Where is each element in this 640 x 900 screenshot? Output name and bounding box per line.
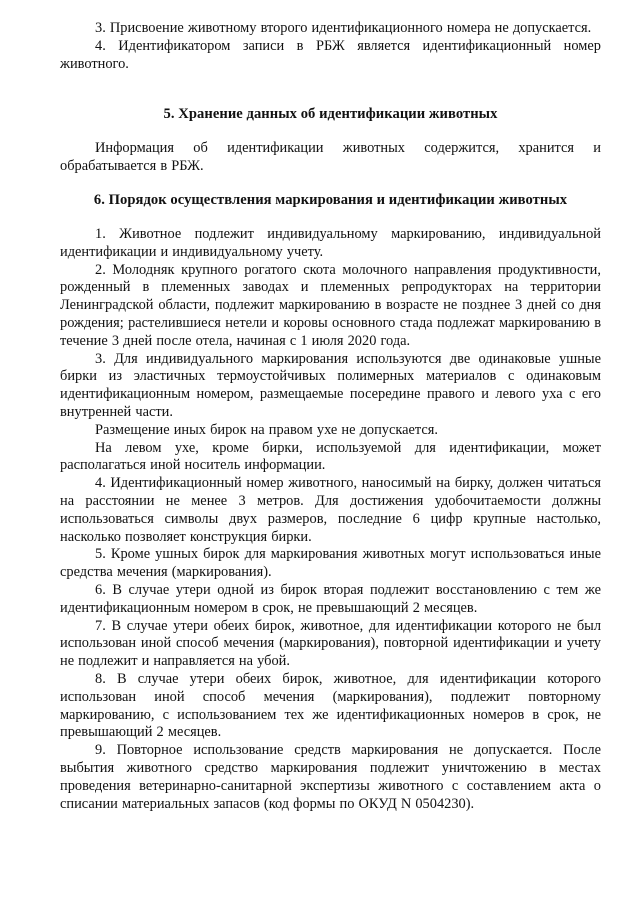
top-paragraphs [60,20,601,73]
paragraph-top-4: 4. Идентификатором записи в РБЖ является идентификационный номер животного. [60,37,601,72]
section-6-paragraph-3-note-left-ear: На левом ухе, кроме бирки, используемой для идентификации, может располагаться иной носитель информации. [60,439,601,474]
section-6-paragraph-4: 4. Идентификационный номер животного, наносимый на бирку, должен читаться на расстоянии не менее 3 метров. Для достижения удобочитаемости должны использоваться символы двух размеров, последние 6 цифр крупные настолько, насколько позволяет конструкция бирки. [60,475,601,545]
section-6-body [60,226,601,813]
section-6-paragraph-5: 5. Кроме ушных бирок для маркирования животных могут использоваться иные средства мечения (маркирования). [60,546,601,581]
section-6-paragraph-9: 9. Повторное использование средств маркирования не допускается. После выбытия животного средство маркирования подлежит уничтожению в местах проведения ветеринарно-санитарной экспертизы животного с составлением акта о списании материальных запасов (код формы по ОКУД N 0504230). [60,742,601,812]
section-5 [60,105,601,123]
paragraph-top-3: 3. Присвоение животному второго идентификационного номера не допускается. [95,20,592,36]
section-6-paragraph-3-note-right-ear: Размещение иных бирок на правом ухе не допускается. [95,421,439,438]
section-6-heading: 6. Порядок осуществления маркирования и идентификации животных [93,192,568,208]
section-6-paragraph-1: 1. Животное подлежит индивидуальному маркированию, индивидуальной идентификации и индивидуальному учету. [60,226,601,260]
section-5-paragraph: Информация об идентификации животных содержится, хранится и обрабатывается в РБЖ. [60,140,601,174]
section-5-heading: 5. Хранение данных об идентификации животных [163,106,498,122]
section-5-body [60,140,601,176]
section-6 [60,191,601,209]
section-6-paragraph-8: 8. В случае утери обеих бирок, животное, для идентификации которого использован иной способ мечения (маркирования), подлежит повторному маркированию, с использованием тех же идентификационных номеров в срок, не превышающий 2 месяцев. [60,670,601,741]
section-6-paragraph-6: 6. В случае утери одной из бирок вторая подлежит восстановлению с тем же идентификационным номером в срок, не превышающий 2 месяцев. [60,581,601,616]
section-6-paragraph-2: 2. Молодняк крупного рогатого скота молочного направления продуктивности, рожденный в племенных заводах и племенных репродукторах на территории Ленинградской области, подлежит маркированию в возрасте не позднее 3 дней со дня рождения; растелившиеся нетели и коровы основного стада подлежат маркированию в течение 3 дней после отела, начиная с 1 июля 2020 года. [60,261,601,349]
section-6-paragraph-7: 7. В случае утери обеих бирок, животное, для идентификации которого не был использован иной способ мечения (маркирования), повторной идентификации и учету не подлежит и направляется на убой. [60,617,601,670]
section-6-paragraph-3: 3. Для индивидуального маркирования используются две одинаковые ушные бирки из эластичных термоустойчивых полимерных материалов с одинаковым идентификационным номером, размещаемые посередине правого и левого уха с его внутренней части. [60,350,601,420]
